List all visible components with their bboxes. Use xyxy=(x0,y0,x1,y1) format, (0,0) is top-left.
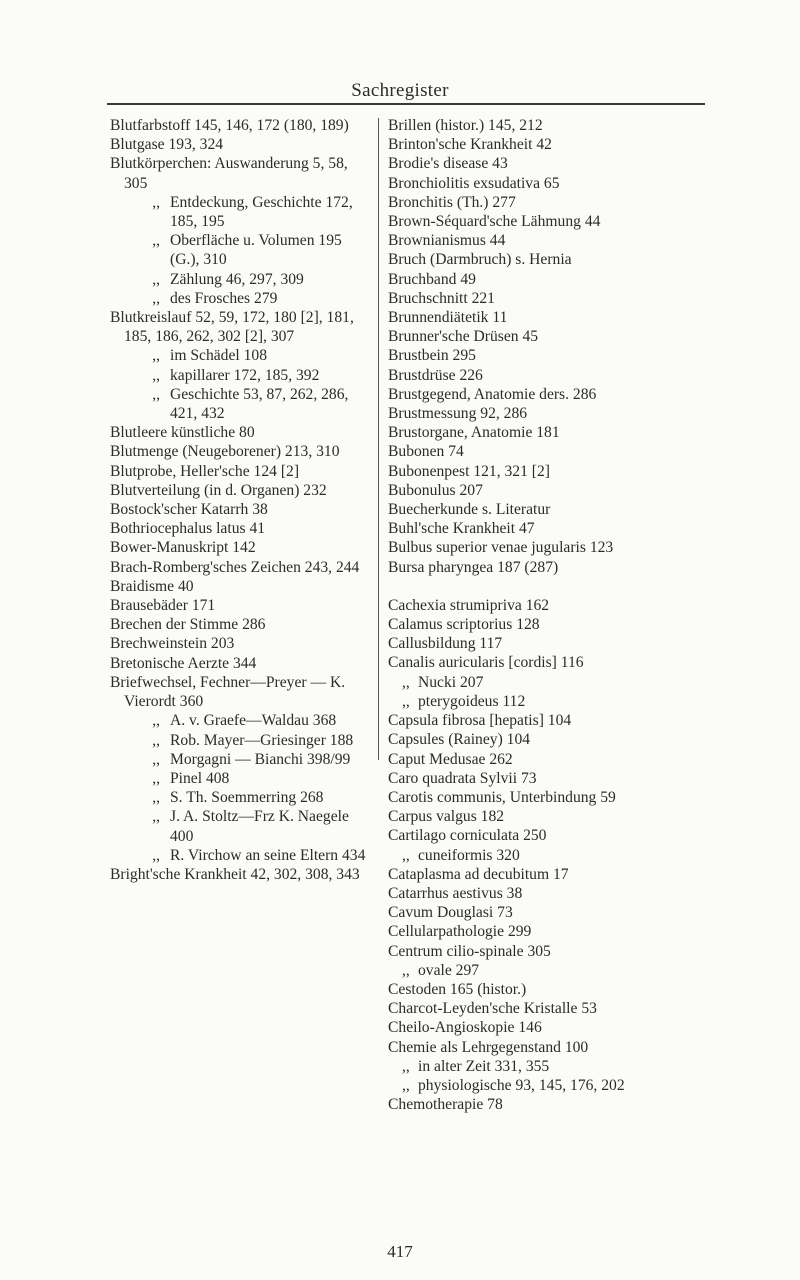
index-subentry xyxy=(110,731,372,750)
index-entry: Bothriocephalus latus 41 xyxy=(110,520,266,538)
index-entry: Bronchiolitis exsudativa 65 xyxy=(388,174,560,192)
index-entry: Centrum cilio-spinale 305 xyxy=(388,942,551,960)
ditto-mark: ,, xyxy=(152,193,160,211)
ditto-mark: ,, xyxy=(152,808,160,826)
index-subentry xyxy=(388,846,710,865)
index-entry: Bruch (Darmbruch) s. Hernia xyxy=(388,251,572,269)
index-subentry-text: Pinel 408 xyxy=(170,769,230,787)
index-entry: Brechweinstein 203 xyxy=(110,635,235,653)
index-subentry xyxy=(110,846,372,865)
index-subentry xyxy=(110,270,372,289)
index-entry: Chemotherapie 78 xyxy=(388,1096,503,1114)
index-subentry xyxy=(110,769,372,788)
index-subentry xyxy=(388,692,710,711)
index-subentry-text: cuneiformis 320 xyxy=(418,846,520,864)
index-subentry xyxy=(110,231,372,269)
index-entry: Brustdrüse 226 xyxy=(388,366,483,384)
index-entry: Brustgegend, Anatomie ders. 286 xyxy=(388,385,597,403)
index-subentry-text: pterygoideus 112 xyxy=(418,692,526,710)
index-subentry xyxy=(110,750,372,769)
page-number: 417 xyxy=(387,1242,413,1261)
index-subentry xyxy=(110,346,372,365)
index-subentry-text: Morgagni — Bianchi 398/99 xyxy=(170,750,351,768)
index-entry: Chemie als Lehrgegenstand 100 xyxy=(388,1038,589,1056)
index-entry: Blutgase 193, 324 xyxy=(110,136,224,154)
ditto-mark: ,, xyxy=(152,232,160,250)
index-entry: Bulbus superior venae jugularis 123 xyxy=(388,539,614,557)
ditto-mark: ,, xyxy=(152,789,160,807)
ditto-mark: ,, xyxy=(402,846,410,864)
index-subentry xyxy=(110,366,372,385)
index-entry: Cataplasma ad decubitum 17 xyxy=(388,865,569,883)
index-entry: Cavum Douglasi 73 xyxy=(388,904,513,922)
index-entry: Bower-Manuskript 142 xyxy=(110,539,256,557)
index-entry: Brownianismus 44 xyxy=(388,232,506,250)
index-subentry-text: Geschichte 53, 87, 262, 286, 421, 432 xyxy=(170,385,349,423)
index-subentry-text: im Schädel 108 xyxy=(170,347,268,365)
index-subentry-text: Oberfläche u. Volumen 195 (G.), 310 xyxy=(170,232,342,269)
index-entry: Buecherkunde s. Literatur xyxy=(388,501,551,519)
index-entry: Bursa pharyngea 187 (287) xyxy=(388,558,559,576)
index-subentry-text: Entdeckung, Geschichte 172, 185, 195 xyxy=(170,193,353,231)
index-subentry-text: R. Virchow an seine Eltern 434 xyxy=(170,846,366,864)
index-subentry-text: des Frosches 279 xyxy=(170,289,278,307)
ditto-mark: ,, xyxy=(152,289,160,307)
index-entry: Carotis communis, Unterbindung 59 xyxy=(388,788,616,806)
index-entry: Cestoden 165 (histor.) xyxy=(388,980,527,998)
index-entry: Bostock'scher Katarrh 38 xyxy=(110,501,268,519)
index-entry: Brustbein 295 xyxy=(388,347,476,365)
index-entry: Bright'sche Krankheit 42, 302, 308, 343 xyxy=(110,865,360,883)
index-subentry xyxy=(388,673,710,692)
column-divider xyxy=(378,118,379,760)
index-entry: Blutverteilung (in d. Organen) 232 xyxy=(110,481,327,499)
index-subentry xyxy=(110,385,372,423)
index-subentry xyxy=(110,807,372,845)
index-entry: Brown-Séquard'sche Lähmung 44 xyxy=(388,213,601,231)
index-subentry xyxy=(110,788,372,807)
index-entry: Brausebäder 171 xyxy=(110,597,216,615)
index-entry: Bretonische Aerzte 344 xyxy=(110,654,257,672)
index-entry: Brillen (histor.) 145, 212 xyxy=(388,117,543,134)
index-subentry-text: A. v. Graefe—Waldau 368 xyxy=(170,712,337,730)
ditto-mark: ,, xyxy=(152,347,160,365)
index-entry: Carpus valgus 182 xyxy=(388,808,505,826)
index-subentry xyxy=(110,711,372,730)
index-entry: Callusbildung 117 xyxy=(388,635,503,653)
index-subentry-text: Nucki 207 xyxy=(418,673,484,691)
ditto-mark: ,, xyxy=(152,846,160,864)
index-entry: Bronchitis (Th.) 277 xyxy=(388,193,516,211)
index-entry: Bruchband 49 xyxy=(388,270,476,288)
ditto-mark: ,, xyxy=(402,1057,410,1075)
index-entry: Catarrhus aestivus 38 xyxy=(388,884,523,902)
ditto-mark: ,, xyxy=(152,366,160,384)
index-subentry xyxy=(110,289,372,308)
section-gap xyxy=(388,577,710,596)
index-entry: Brustmessung 92, 286 xyxy=(388,405,528,423)
index-entry: Blutmenge (Neugeborener) 213, 310 xyxy=(110,443,340,461)
ditto-mark: ,, xyxy=(402,673,410,691)
index-entry: Caput Medusae 262 xyxy=(388,750,513,768)
index-subentry-text: J. A. Stoltz—Frz K. Naegele 400 xyxy=(170,808,349,845)
index-entry: Brunnendiätetik 11 xyxy=(388,309,508,327)
index-entry: Braidisme 40 xyxy=(110,577,194,595)
ditto-mark: ,, xyxy=(402,961,410,979)
index-entry: Bubonulus 207 xyxy=(388,481,483,499)
index-column-right xyxy=(388,116,710,1114)
index-entry: Blutfarbstoff 145, 146, 172 (180, 189) xyxy=(110,117,349,134)
index-entry: Capsula fibrosa [hepatis] 104 xyxy=(388,712,572,730)
index-entry: Brunner'sche Drüsen 45 xyxy=(388,328,539,346)
ditto-mark: ,, xyxy=(152,731,160,749)
index-entry: Blutleere künstliche 80 xyxy=(110,424,255,442)
index-subentry-text: physiologische 93, 145, 176, 202 xyxy=(418,1076,625,1094)
index-entry: Briefwechsel, Fechner—Preyer — K. Vierordt 360 xyxy=(110,673,346,711)
index-entry: Brustorgane, Anatomie 181 xyxy=(388,424,560,442)
index-entry: Bubonen 74 xyxy=(388,443,464,461)
page-header: Sachregister xyxy=(351,80,449,101)
ditto-mark: ,, xyxy=(152,385,160,403)
index-entry: Cellularpathologie 299 xyxy=(388,923,532,941)
index-entry: Caro quadrata Sylvii 73 xyxy=(388,769,537,787)
index-entry: Charcot-Leyden'sche Kristalle 53 xyxy=(388,1000,597,1018)
index-entry: Bubonenpest 121, 321 [2] xyxy=(388,462,550,480)
index-column-left xyxy=(110,116,372,884)
index-entry: Blutkörperchen: Auswanderung 5, 58, 305 xyxy=(110,155,348,192)
index-subentry-text: ovale 297 xyxy=(418,961,480,979)
index-entry: Capsules (Rainey) 104 xyxy=(388,731,531,749)
index-subentry xyxy=(110,193,372,231)
index-subentry xyxy=(388,1057,710,1076)
index-subentry-text: Rob. Mayer—Griesinger 188 xyxy=(170,731,354,749)
index-entry: Buhl'sche Krankheit 47 xyxy=(388,520,535,538)
index-entry: Brodie's disease 43 xyxy=(388,155,508,173)
index-entry: Brechen der Stimme 286 xyxy=(110,616,266,634)
index-entry: Blutprobe, Heller'sche 124 [2] xyxy=(110,462,300,480)
ditto-mark: ,, xyxy=(152,750,160,768)
index-subentry xyxy=(388,961,710,980)
index-subentry-text: S. Th. Soemmerring 268 xyxy=(170,789,324,807)
index-entry: Canalis auricularis [cordis] 116 xyxy=(388,654,584,672)
index-subentry xyxy=(388,1076,710,1095)
ditto-mark: ,, xyxy=(402,1076,410,1094)
index-entry: Calamus scriptorius 128 xyxy=(388,616,540,634)
index-entry: Cheilo-Angioskopie 146 xyxy=(388,1019,542,1037)
index-entry: Blutkreislauf 52, 59, 172, 180 [2], 181, 185, 186, 262, 302 [2], 307 xyxy=(110,309,354,346)
index-entry: Cachexia strumipriva 162 xyxy=(388,596,550,614)
ditto-mark: ,, xyxy=(402,692,410,710)
index-subentry-text: kapillarer 172, 185, 392 xyxy=(170,366,320,384)
index-entry: Cartilago corniculata 250 xyxy=(388,827,547,845)
index-entry: Brach-Romberg'sches Zeichen 243, 244 xyxy=(110,558,360,576)
index-subentry-text: in alter Zeit 331, 355 xyxy=(418,1057,550,1075)
index-subentry-text: Zählung 46, 297, 309 xyxy=(170,270,304,288)
header-rule xyxy=(107,103,705,105)
index-entry: Brinton'sche Krankheit 42 xyxy=(388,136,552,154)
ditto-mark: ,, xyxy=(152,769,160,787)
ditto-mark: ,, xyxy=(152,712,160,730)
ditto-mark: ,, xyxy=(152,270,160,288)
index-entry: Bruchschnitt 221 xyxy=(388,289,495,307)
